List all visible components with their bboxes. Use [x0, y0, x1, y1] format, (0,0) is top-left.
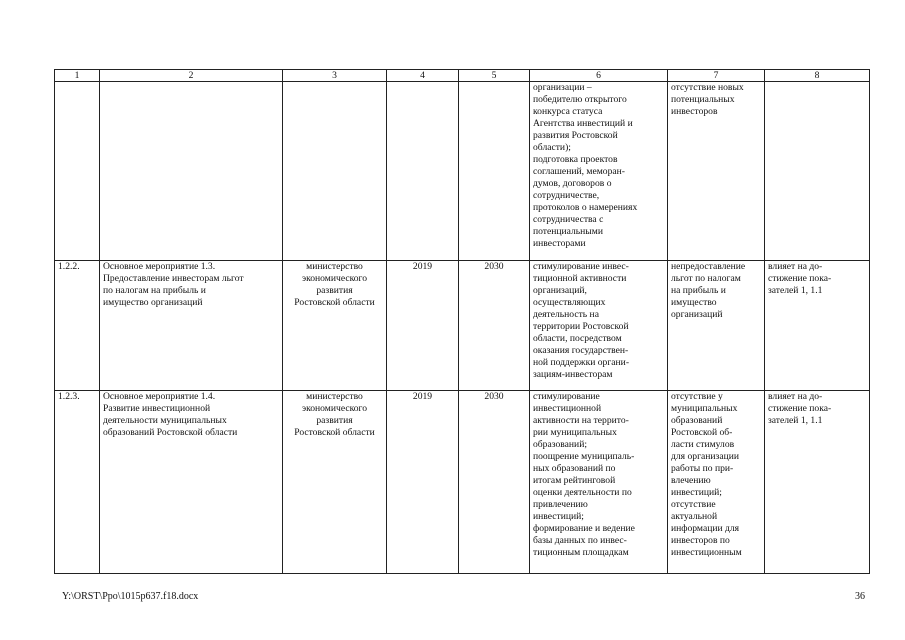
page-number: 36 — [855, 591, 865, 602]
executor-cell: министерство экономического развития Ростовской области — [283, 261, 387, 391]
indicator-link-cell: влияет на до- стижение пока- зателей 1, 1.1 — [765, 391, 870, 574]
row-number-cell — [55, 82, 100, 261]
executor-cell — [283, 82, 387, 261]
header-cell: 2 — [100, 70, 283, 82]
footer-file-path: Y:\ORST\Ppo\1015p637.f18.docx — [62, 591, 199, 602]
expected-result-cell: организации – победителю открытого конкурса статуса Агентства инвестиций и развития Ростовской области); подготовка проектов соглашений, меморан- думов, договоров о сотрудничестве, протоколов о намерениях сотрудничества с потенциальными инвесторами — [530, 82, 668, 261]
start-year-cell — [387, 82, 459, 261]
consequence-cell: непредоставление льгот по налогам на прибыль и имущество организаций — [668, 261, 765, 391]
consequence-cell: отсутствие у муниципальных образований Ростовской об- ласти стимулов для организации работы по при- влечению инвестиций; отсутствие актуальной информации для инвесторов по инвестиционным — [668, 391, 765, 574]
measures-table — [54, 69, 870, 574]
table-header-row — [55, 70, 870, 82]
end-year-cell: 2030 — [459, 391, 530, 574]
row-number-cell: 1.2.3. — [55, 391, 100, 574]
end-year-cell — [459, 82, 530, 261]
expected-result-cell: стимулирование инвестиционной активности на террито- рии муниципальных образований; поощрение муниципаль- ных образований по итогам рейтинговой оценки деятельности по привлечению инвестиций; формирование и ведение базы данных по инвес- тиционным площадкам — [530, 391, 668, 574]
header-cell: 7 — [668, 70, 765, 82]
event-cell: Основное мероприятие 1.3. Предоставление инвесторам льгот по налогам на прибыль и имущество организаций — [100, 261, 283, 391]
header-cell: 4 — [387, 70, 459, 82]
indicator-link-cell: влияет на до- стижение пока- зателей 1, 1.1 — [765, 261, 870, 391]
table-row — [55, 82, 870, 261]
table-row — [55, 391, 870, 574]
header-cell: 5 — [459, 70, 530, 82]
table-row — [55, 261, 870, 391]
header-cell: 1 — [55, 70, 100, 82]
row-number-cell: 1.2.2. — [55, 261, 100, 391]
header-cell: 6 — [530, 70, 668, 82]
expected-result-cell: стимулирование инвес- тиционной активности организаций, осуществляющих деятельность на территории Ростовской области, посредством оказания государствен- ной поддержки органи- зациям-инвесторам — [530, 261, 668, 391]
start-year-cell: 2019 — [387, 261, 459, 391]
event-cell: Основное мероприятие 1.4. Развитие инвестиционной деятельности муниципальных образований Ростовской области — [100, 391, 283, 574]
indicator-link-cell — [765, 82, 870, 261]
header-cell: 3 — [283, 70, 387, 82]
end-year-cell: 2030 — [459, 261, 530, 391]
event-cell — [100, 82, 283, 261]
consequence-cell: отсутствие новых потенциальных инвесторов — [668, 82, 765, 261]
start-year-cell: 2019 — [387, 391, 459, 574]
header-cell: 8 — [765, 70, 870, 82]
executor-cell: министерство экономического развития Ростовской области — [283, 391, 387, 574]
